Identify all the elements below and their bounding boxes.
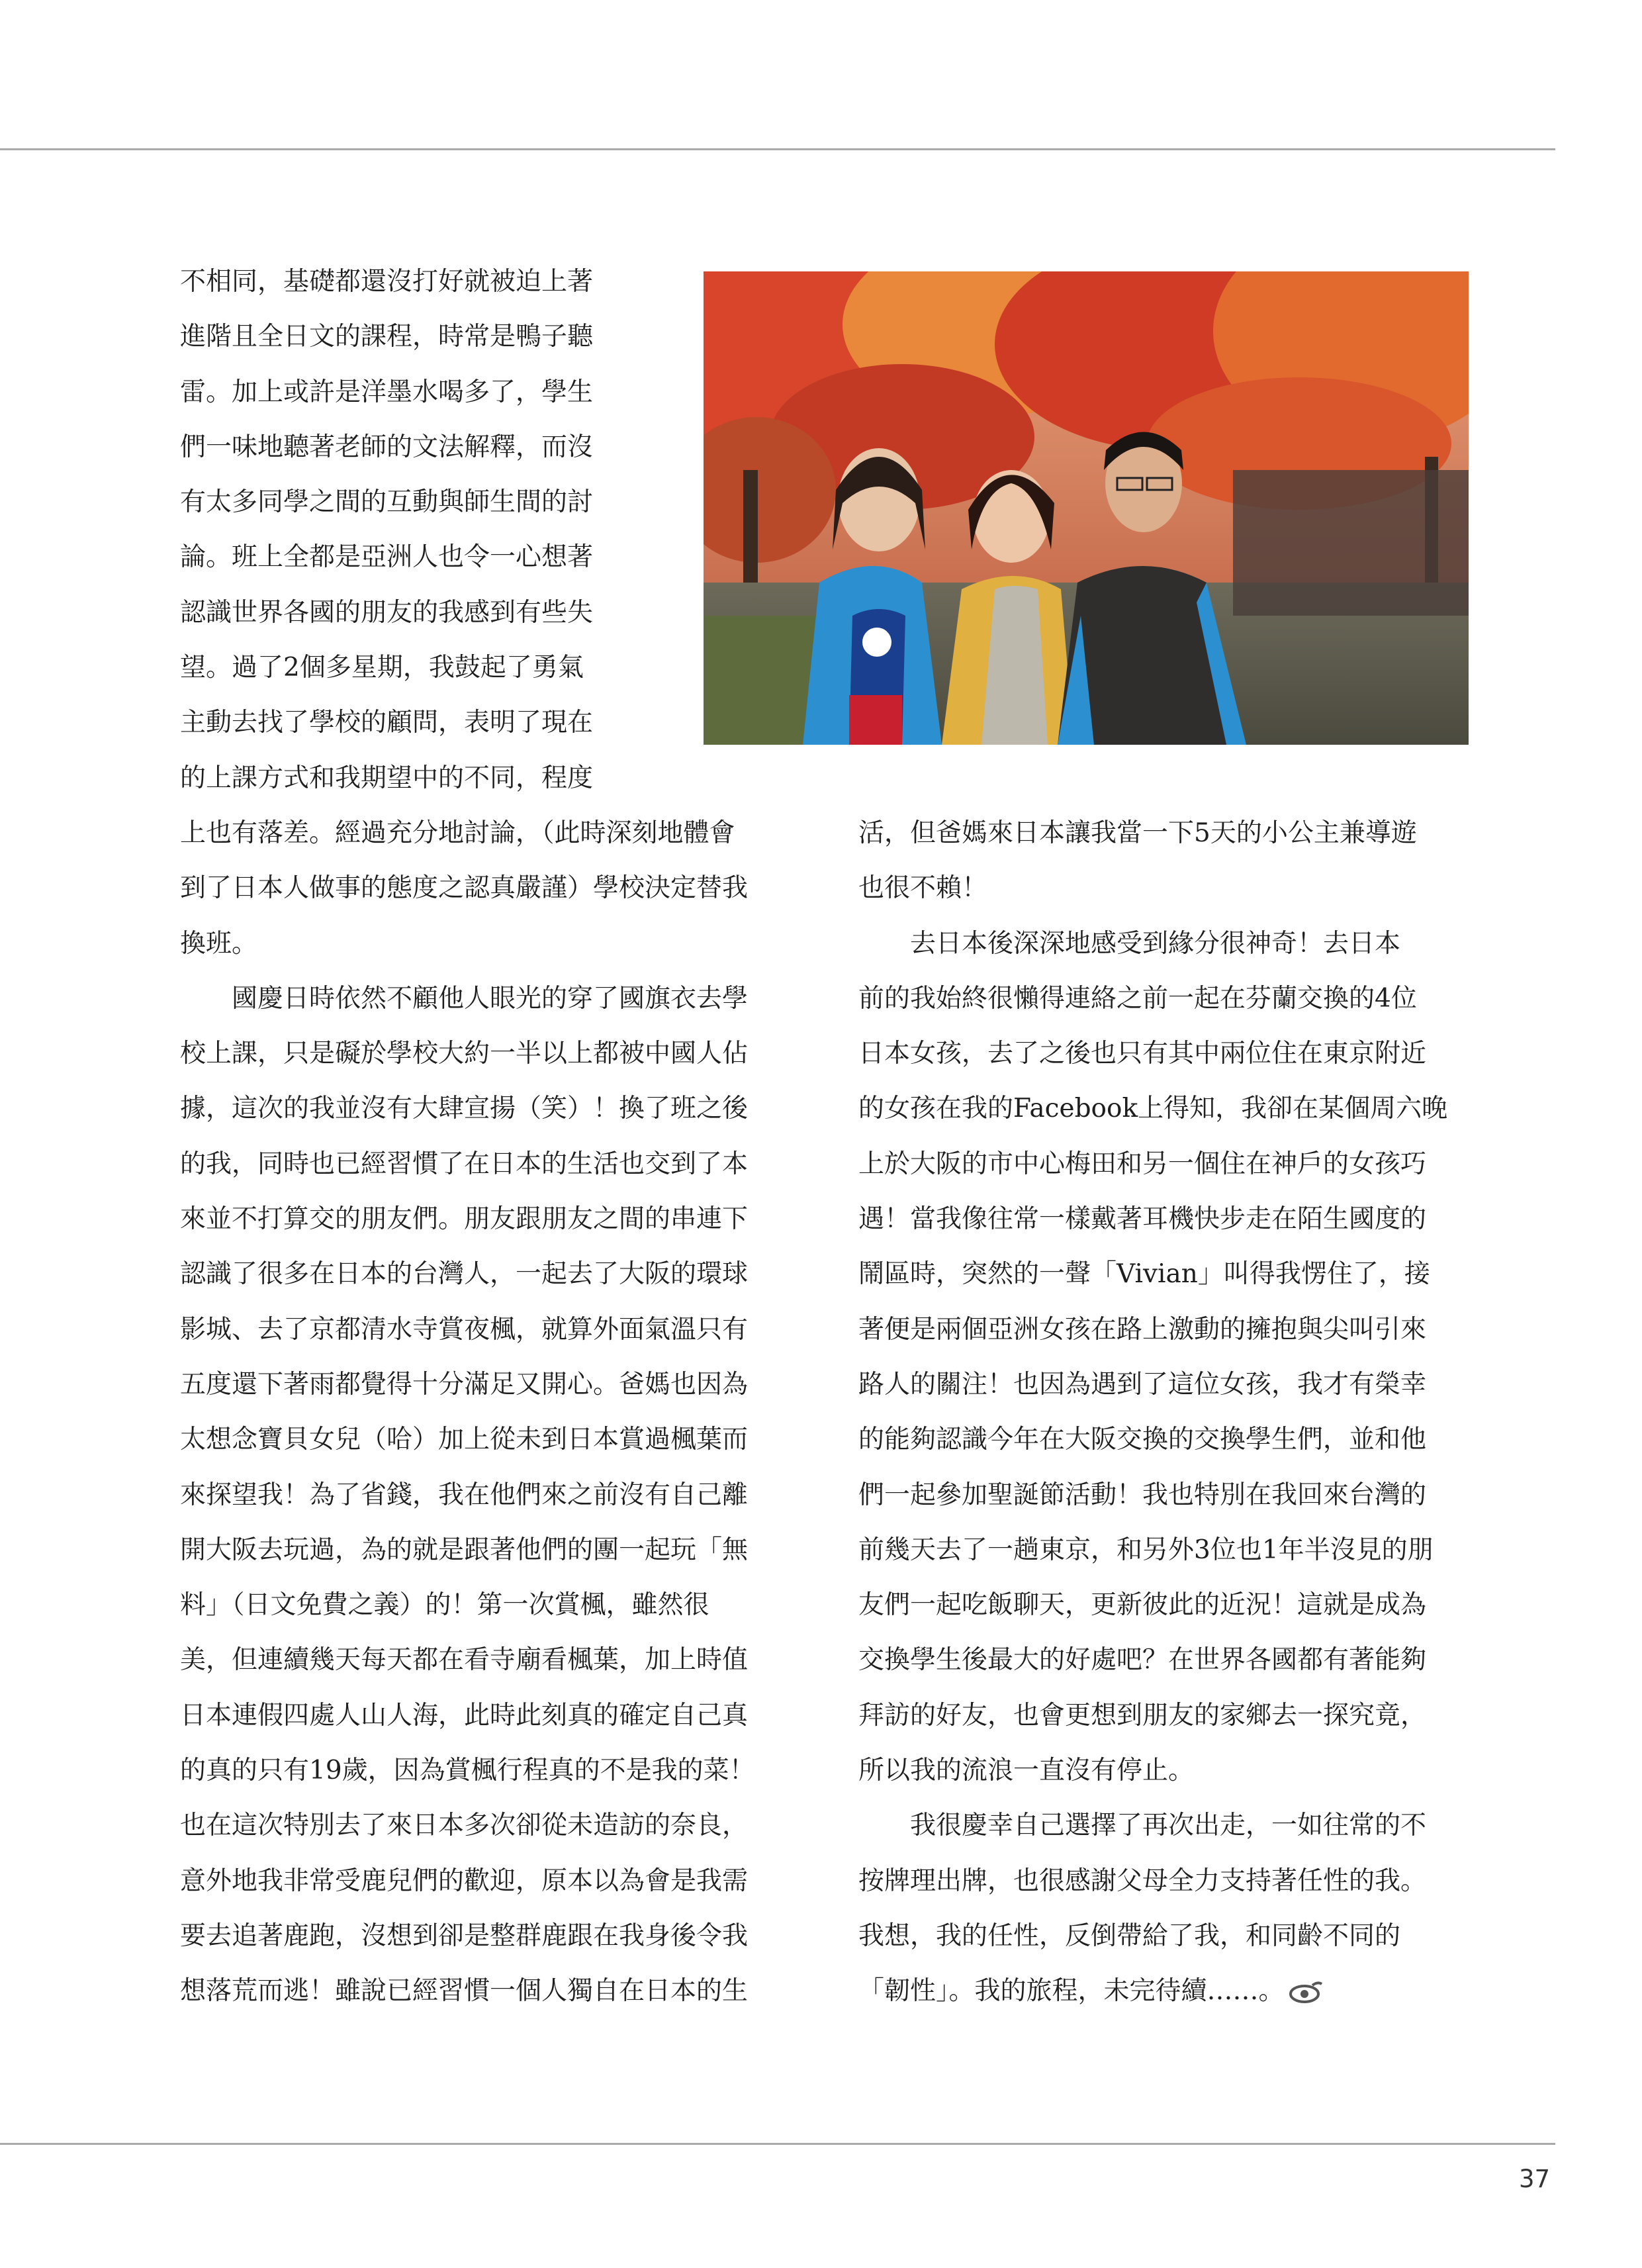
- text-line: 論。班上全都是亞洲人也令一心想著: [180, 542, 594, 573]
- bottom-rule: [0, 2143, 1555, 2145]
- text-line: 交換學生後最大的好處吧？在世界各國都有著能夠: [858, 1645, 1427, 1676]
- text-line: 著便是兩個亞洲女孩在路上激動的擁抱與尖叫引來: [858, 1314, 1427, 1345]
- text-line: 的真的只有19歲，因為賞楓行程真的不是我的菜！: [180, 1756, 755, 1786]
- text-line: 友們一起吃飯聊天，更新彼此的近況！這就是成為: [858, 1590, 1427, 1621]
- text-line: 太想念寶貝女兒（哈）加上從未到日本賞過楓葉而: [180, 1425, 749, 1455]
- text-line: 我想，我的任性，反倒帶給了我，和同齡不同的: [858, 1920, 1401, 1951]
- text-line: 望。過了2個多星期，我鼓起了勇氣: [180, 653, 584, 683]
- text-line: 活，但爸媽來日本讓我當一下5天的小公主兼導遊: [858, 818, 1417, 848]
- text-line: 們一味地聽著老師的文法解釋，而沒: [180, 432, 594, 462]
- left-column-text: [180, 806, 796, 2019]
- text-line: 開大阪去玩過，為的就是跟著他們的團一起玩「無: [180, 1535, 749, 1565]
- text-line: 的女孩在我的Facebook上得知，我卻在某個周六晚: [858, 1094, 1448, 1124]
- text-line: 遇！當我像往常一樣戴著耳機快步走在陌生國度的: [858, 1204, 1427, 1235]
- text-line: 前幾天去了一趟東京，和另外3位也1年半沒見的朋: [858, 1535, 1434, 1565]
- photo-illustration: [704, 271, 1469, 745]
- text-line: 有太多同學之間的互動與師生間的討: [180, 487, 594, 518]
- text-line: 意外地我非常受鹿兒們的歡迎，原本以為會是我需: [180, 1866, 749, 1896]
- text-line: 料」（日文免費之義）的！第一次賞楓，雖然很: [180, 1590, 709, 1621]
- text-line: 我很慶幸自己選擇了再次出走，一如往常的不: [858, 1811, 1427, 1841]
- text-line: 們一起參加聖誕節活動！我也特別在我回來台灣的: [858, 1480, 1427, 1510]
- top-left-text: [180, 254, 630, 806]
- right-column-text: [858, 806, 1467, 2019]
- text-line: 按牌理出牌，也很感謝父母全力支持著任性的我。: [858, 1866, 1427, 1896]
- text-line: 鬧區時，突然的一聲「Vivian」叫得我愣住了，接: [858, 1259, 1430, 1290]
- text-line: 認識世界各國的朋友的我感到有些失: [180, 597, 594, 628]
- text-line: 五度還下著雨都覺得十分滿足又開心。爸媽也因為: [180, 1369, 749, 1399]
- text-line: 主動去找了學校的顧問，表明了現在: [180, 708, 594, 738]
- text-line: 去日本後深深地感受到緣分很神奇！去日本: [858, 928, 1401, 959]
- text-line: 校上課，只是礙於學校大約一半以上都被中國人佔: [180, 1039, 749, 1069]
- text-line: 的上課方式和我期望中的不同，程度: [180, 763, 594, 793]
- text-line: 來探望我！為了省錢，我在他們來之前沒有自己離: [180, 1480, 749, 1510]
- text-line: 前的我始終很懶得連絡之前一起在芬蘭交換的4位: [858, 983, 1417, 1014]
- text-line: 日本連假四處人山人海，此時此刻真的確定自己真: [180, 1700, 749, 1730]
- text-line: 也很不賴！: [858, 873, 988, 904]
- text-line: 拜訪的好友，也會更想到朋友的家鄉去一探究竟，: [858, 1700, 1427, 1730]
- text-line: 認識了很多在日本的台灣人，一起去了大阪的環球: [180, 1259, 749, 1290]
- text-line: 換班。: [180, 928, 258, 959]
- text-line: 國慶日時依然不顧他人眼光的穿了國旗衣去學: [180, 983, 749, 1014]
- text-line: 不相同，基礎都還沒打好就被迫上著: [180, 267, 594, 297]
- text-line: 據，這次的我並沒有大肆宣揚（笑）！換了班之後: [180, 1094, 749, 1124]
- text-line: 美，但連續幾天每天都在看寺廟看楓葉，加上時值: [180, 1645, 749, 1676]
- text-line: 所以我的流浪一直沒有停止。: [858, 1756, 1195, 1786]
- text-line: 到了日本人做事的態度之認真嚴謹）學校決定替我: [180, 873, 749, 904]
- family-photo-autumn-maples: [704, 271, 1469, 745]
- page-number: 37: [1519, 2165, 1551, 2193]
- text-line: 「韌性」。我的旅程，未完待續……。: [858, 1963, 1467, 2018]
- text-line: 想落荒而逃！雖說已經習慣一個人獨自在日本的生: [180, 1976, 749, 2007]
- text-line: 路人的關注！也因為遇到了這位女孩，我才有榮幸: [858, 1369, 1427, 1399]
- text-line: 要去追著鹿跑，沒想到卻是整群鹿跟在我身後令我: [180, 1920, 749, 1951]
- top-rule: [0, 148, 1555, 150]
- text-line: 也在這次特別去了來日本多次卻從未造訪的奈良，: [180, 1811, 749, 1841]
- text-line: 上於大阪的市中心梅田和另一個住在神戶的女孩巧: [858, 1149, 1427, 1179]
- text-line: 的能夠認識今年在大阪交換的交換學生們，並和他: [858, 1425, 1427, 1455]
- text-line: 雷。加上或許是洋墨水喝多了，學生: [180, 377, 594, 407]
- text-line: 的我，同時也已經習慣了在日本的生活也交到了本: [180, 1149, 749, 1179]
- text-line: 進階且全日文的課程，時常是鴨子聽: [180, 322, 594, 352]
- eye-logo-icon: [1289, 1981, 1323, 2004]
- text-line: 上也有落差。經過充分地討論，（此時深刻地體會: [180, 818, 735, 848]
- text-line: 日本女孩，去了之後也只有其中兩位住在東京附近: [858, 1039, 1427, 1069]
- text-line: 影城、去了京都清水寺賞夜楓，就算外面氣溫只有: [180, 1314, 749, 1345]
- text-line: 來並不打算交的朋友們。朋友跟朋友之間的串連下: [180, 1204, 749, 1235]
